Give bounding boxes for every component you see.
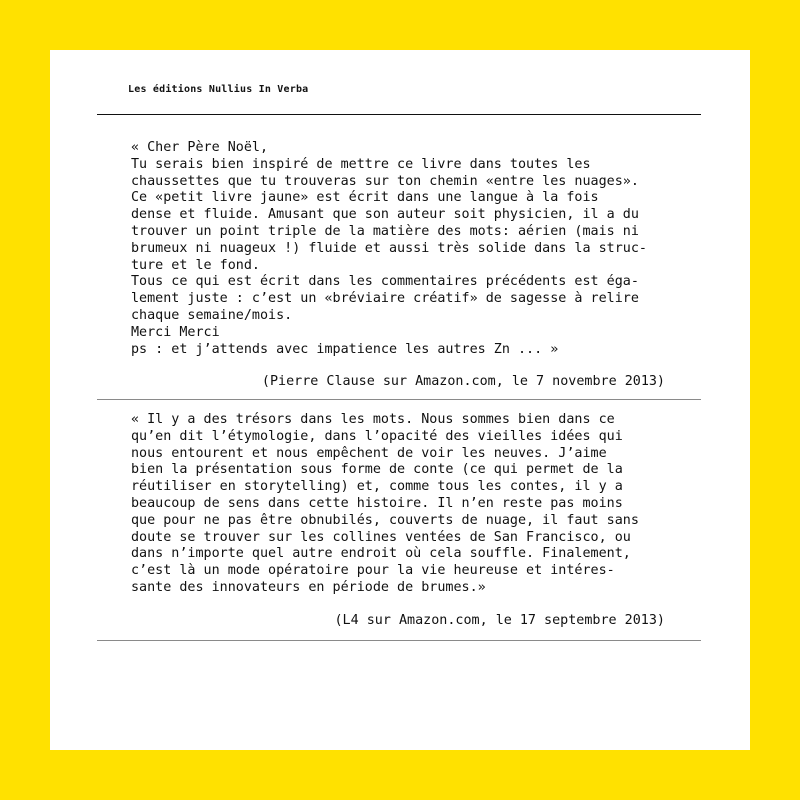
publisher-name: Les éditions Nullius In Verba [128, 84, 309, 95]
review-credit-2: (L4 sur Amazon.com, le 17 septembre 2013) [334, 613, 665, 628]
review-credit-1: (Pierre Clause sur Amazon.com, le 7 novembre 2013) [261, 374, 665, 389]
book-review-card [50, 50, 750, 750]
footer-divider [97, 640, 701, 641]
review-quote-2: « Il y a des trésors dans les mots. Nous sommes bien dans ce qu’en dit l’étymologie, dans l’opacité des vieilles idées qui nous entourent et nous empêchent de voir les neuves. J’aime bien la présentation sous forme de conte (ce qui permet de la réutiliser en storytelling) et, comme tous les contes, il y a beaucoup de sens dans cette histoire. Il n’en reste pas moins que pour ne pas être obnubilés, couverts de nuage, il faut sans doute se trouver sur les collines ventées de San Francisco, ou dans n’importe quel autre endroit où cela souffle. Finalement, c’est là un mode opératoire pour la vie heureuse et intéres- sante des innovateurs en période de brumes.» [131, 412, 639, 595]
header-divider [97, 114, 701, 115]
review-quote-1: « Cher Père Noël, Tu serais bien inspiré de mettre ce livre dans toutes les chaussettes que tu trouveras sur ton chemin «entre les nuages». Ce «petit livre jaune» est écrit dans une langue à la fois dense et fluide. Amusant que son auteur soit physicien, il a du trouver un point triple de la matière des mots: aérien (mais ni brumeux ni nuageux !) fluide et aussi très solide dans la struc- ture et le fond. Tous ce qui est écrit dans les commentaires précédents est éga- lement juste : c’est un «bréviaire créatif» de sagesse à relire chaque semaine/mois. Merci Merci ps : et j’attends avec impatience les autres Zn ... » [131, 140, 647, 357]
review-divider [97, 399, 701, 400]
